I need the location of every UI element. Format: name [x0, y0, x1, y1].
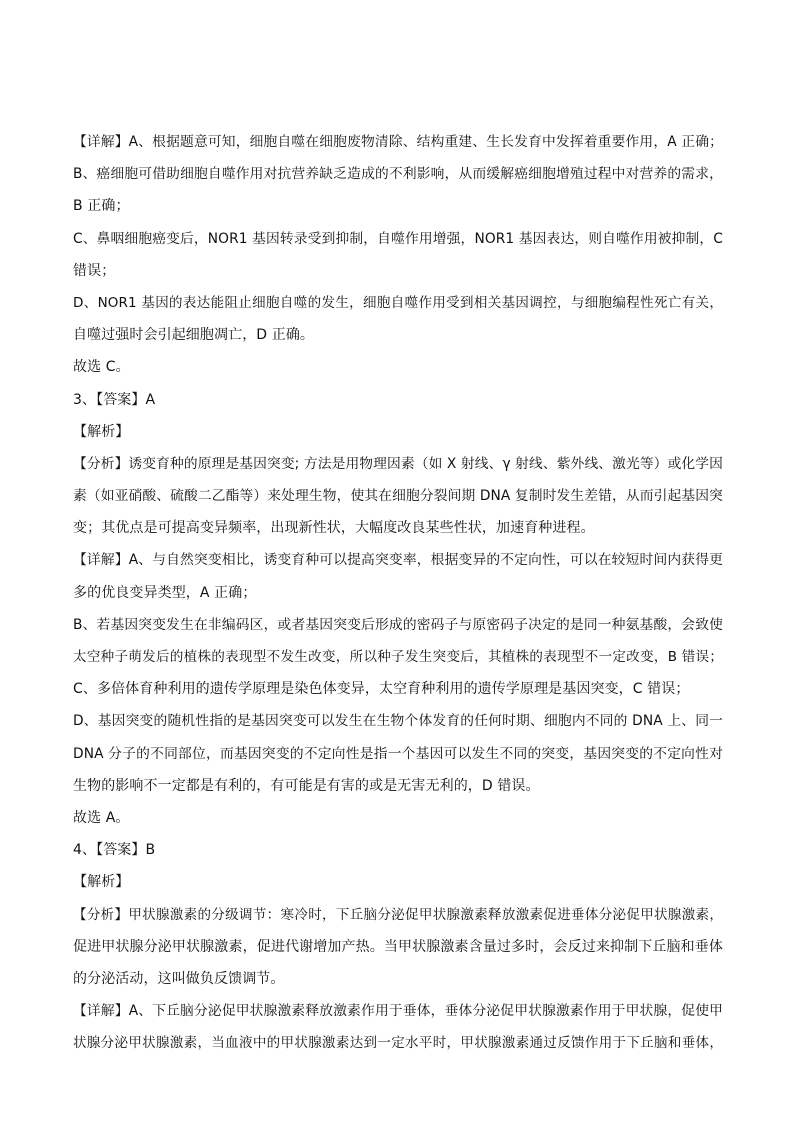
- answer-heading: 4、【答案】B: [73, 842, 156, 859]
- document-body: [73, 126, 723, 1059]
- text-line: 【详解】A、与自然突变相比，诱变育种可以提高突变率，根据变异的不定向性，可以在较短时间内获得更: [73, 552, 723, 569]
- text-line: 多的优良变异类型，A 正确；: [73, 584, 257, 601]
- answer-heading: 3、【答案】A: [73, 391, 156, 408]
- text-line: 故选 A。: [73, 809, 130, 826]
- text-line: 错误；: [73, 262, 116, 279]
- text-line: B、癌细胞可借助细胞自噬作用对抗营养缺乏造成的不利影响，从而缓解癌细胞增殖过程中对营养的需求，: [73, 166, 723, 183]
- text-line: DNA 分子的不同部位，而基因突变的不定向性是指一个基因可以发生不同的突变，基因突变的不定向性对: [73, 745, 723, 762]
- analysis-heading: 【解析】: [73, 874, 130, 891]
- text-line: 自噬过强时会引起细胞凋亡，D 正确。: [73, 327, 315, 344]
- text-line: 状腺分泌甲状腺激素，当血液中的甲状腺激素达到一定水平时，甲状腺激素通过反馈作用于下丘脑和垂体，: [73, 1035, 723, 1052]
- text-line: D、NOR1 基因的表达能阻止细胞自噬的发生，细胞自噬作用受到相关基因调控，与细胞编程性死亡有关，: [73, 294, 723, 311]
- text-line: 生物的影响不一定都是有利的，有可能是有害的或是无害无利的，D 错误。: [73, 777, 540, 794]
- analysis-heading: 【解析】: [73, 423, 130, 440]
- text-line: 促进甲状腺分泌甲状腺激素，促进代谢增加产热。当甲状腺激素含量过多时，会反过来抑制下丘脑和垂体: [73, 938, 723, 955]
- text-line: C、鼻咽细胞癌变后，NOR1 基因转录受到抑制，自噬作用增强，NOR1 基因表达，则自噬作用被抑制，C: [73, 230, 723, 247]
- text-line: 【分析】甲状腺激素的分级调节：寒冷时，下丘脑分泌促甲状腺激素释放激素促进垂体分泌促甲状腺激素，: [73, 906, 723, 923]
- text-line: 的分泌活动，这叫做负反馈调节。: [73, 970, 285, 987]
- text-line: 太空种子萌发后的植株的表现型不发生改变，所以种子发生突变后，其植株的表现型不一定改变，B 错误；: [73, 649, 723, 665]
- text-line: D、基因突变的随机性指的是基因突变可以发生在生物个体发育的任何时期、细胞内不同的 DNA 上、同一: [73, 713, 723, 730]
- text-line: 素（如亚硝酸、硫酸二乙酯等）来处理生物，使其在细胞分裂间期 DNA 复制时发生差错，从而引起基因突: [73, 488, 723, 505]
- text-line: 【详解】A、根据题意可知，细胞自噬在细胞废物清除、结构重建、生长发育中发挥着重要作用，A 正确；: [73, 134, 723, 150]
- text-line: C、多倍体育种利用的遗传学原理是染色体变异，太空育种利用的遗传学原理是基因突变，C 错误；: [73, 681, 690, 698]
- text-line: 变；其优点是可提高变异频率，出现新性状，大幅度改良某些性状，加速育种进程。: [73, 520, 595, 537]
- text-line: B 正确；: [73, 198, 130, 215]
- text-line: B、若基因突变发生在非编码区，或者基因突变后形成的密码子与原密码子决定的是同一种氨基酸，会致使: [73, 616, 723, 633]
- text-line: 故选 C。: [73, 359, 130, 376]
- text-line: 【分析】诱变育种的原理是基因突变; 方法是用物理因素（如 X 射线、γ 射线、紫外线、激光等）或化学因: [73, 455, 723, 472]
- text-line: 【详解】A、下丘脑分泌促甲状腺激素释放激素作用于垂体，垂体分泌促甲状腺激素作用于甲状腺，促使甲: [73, 1003, 723, 1020]
